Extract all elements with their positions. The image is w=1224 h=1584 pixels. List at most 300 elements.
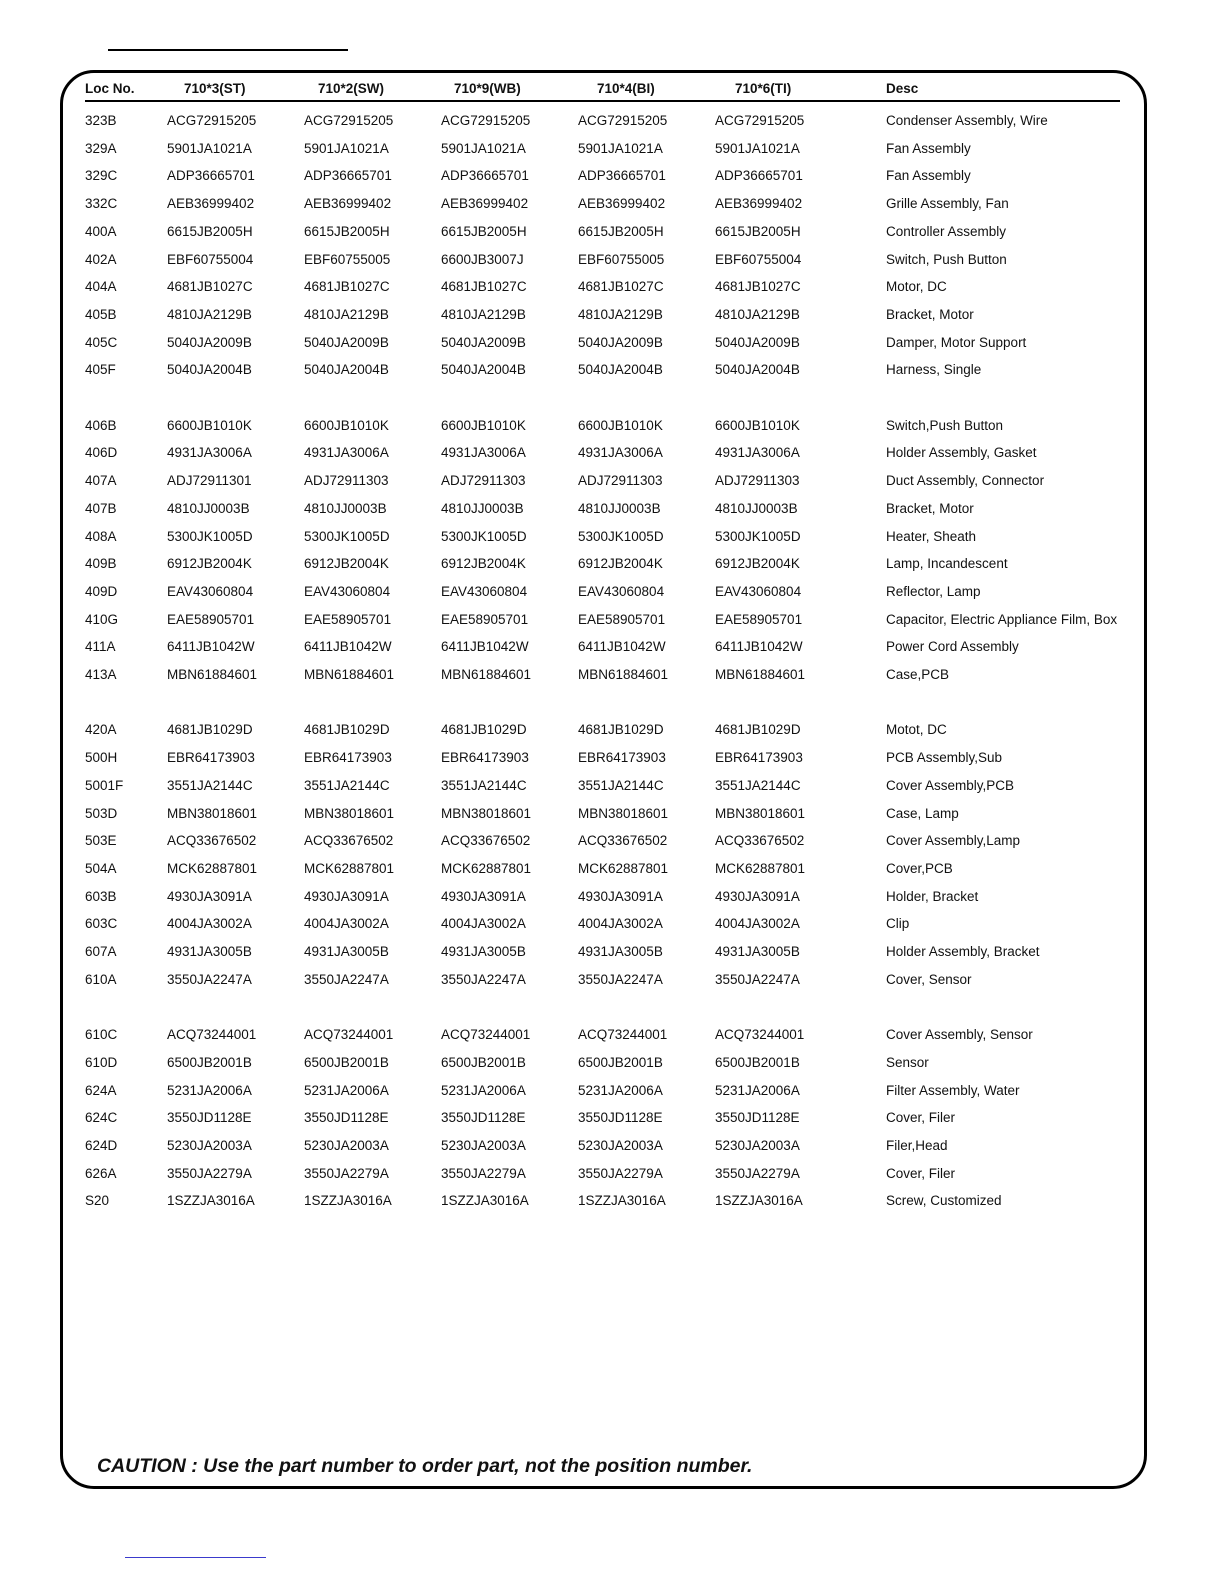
table-row xyxy=(0,831,1224,851)
cell-loc: 607A xyxy=(85,944,117,959)
table-row xyxy=(0,471,1224,491)
cell-model-ti: 3550JD1128E xyxy=(715,1110,800,1126)
cell-loc: 405F xyxy=(85,362,116,378)
cell-desc: Harness, Single xyxy=(886,362,982,378)
header-model-wb: 710*9(WB) xyxy=(454,81,521,96)
cell-model-bi: ADJ72911303 xyxy=(578,473,663,489)
cell-model-bi: MBN38018601 xyxy=(578,805,669,821)
cell-model-wb: EAE58905701 xyxy=(441,611,529,627)
cell-model-ti: ACG72915205 xyxy=(715,113,805,128)
cell-loc: 406D xyxy=(85,445,118,461)
table-row xyxy=(0,1053,1224,1073)
cell-model-bi: 4931JA3006A xyxy=(578,445,663,461)
cell-loc: 332C xyxy=(85,196,118,212)
cell-model-bi: 4681JB1027C xyxy=(578,279,664,295)
table-row xyxy=(0,748,1224,768)
cell-model-ti: 3550JA2279A xyxy=(715,1165,800,1181)
cell-model-sw: 4930JA3091A xyxy=(304,888,389,904)
cell-model-sw: 5040JA2004B xyxy=(304,362,389,378)
cell-model-st: 5230JA2003A xyxy=(167,1137,252,1153)
cell-desc: Case,PCB xyxy=(886,667,950,682)
cell-model-sw: 4810JJ0003B xyxy=(304,500,387,516)
cell-model-wb: 3550JA2279A xyxy=(441,1165,526,1181)
cell-model-sw: 6615JB2005H xyxy=(304,223,390,239)
cell-model-ti: ACQ73244001 xyxy=(715,1027,805,1043)
cell-model-st: ADP36665701 xyxy=(167,168,255,184)
table-row xyxy=(0,1081,1224,1101)
cell-model-sw: 5040JA2009B xyxy=(304,334,389,350)
cell-model-wb: 3550JA2247A xyxy=(441,971,526,987)
cell-loc: 323B xyxy=(85,113,117,128)
cell-model-ti: 4931JA3005B xyxy=(715,944,800,959)
cell-model-st: 4931JA3005B xyxy=(167,944,252,959)
table-row xyxy=(0,887,1224,907)
table-row xyxy=(0,665,1224,685)
table-row xyxy=(0,776,1224,796)
cell-model-bi: 4810JJ0003B xyxy=(578,500,661,516)
cell-model-sw: 6600JB1010K xyxy=(304,417,389,433)
cell-model-sw: 3550JD1128E xyxy=(304,1110,389,1126)
cell-model-ti: 3551JA2144C xyxy=(715,777,801,793)
cell-model-ti: 6411JB1042W xyxy=(715,639,803,655)
cell-model-wb: MBN61884601 xyxy=(441,667,532,682)
table-row xyxy=(0,582,1224,602)
cell-loc: 400A xyxy=(85,223,117,239)
table-row xyxy=(0,914,1224,934)
cell-model-ti: 1SZZJA3016A xyxy=(715,1193,803,1209)
cell-model-st: 5040JA2009B xyxy=(167,334,252,350)
cell-desc: Cover Assembly,Lamp xyxy=(886,833,1021,849)
cell-model-sw: 5230JA2003A xyxy=(304,1137,389,1153)
cell-loc: 405B xyxy=(85,306,117,322)
cell-model-sw: 6411JB1042W xyxy=(304,639,392,655)
cell-model-sw: 4931JA3005B xyxy=(304,944,389,959)
cell-model-bi: 3551JA2144C xyxy=(578,777,664,793)
cell-desc: Bracket, Motor xyxy=(886,306,974,322)
cell-model-wb: 5300JK1005D xyxy=(441,528,527,544)
cell-model-wb: 4004JA3002A xyxy=(441,916,526,932)
table-row xyxy=(0,554,1224,574)
cell-desc: Holder Assembly, Gasket xyxy=(886,445,1037,461)
cell-loc: 404A xyxy=(85,279,117,295)
table-row xyxy=(0,1136,1224,1156)
cell-model-wb: 4810JJ0003B xyxy=(441,500,524,516)
cell-model-st: 3550JA2247A xyxy=(167,971,252,987)
cell-model-ti: 5040JA2009B xyxy=(715,334,800,350)
cell-loc: 610C xyxy=(85,1027,118,1043)
cell-model-sw: 5231JA2006A xyxy=(304,1082,389,1098)
table-row xyxy=(0,111,1224,131)
cell-model-st: EAE58905701 xyxy=(167,611,255,627)
cell-loc: 407A xyxy=(85,473,117,489)
cell-model-sw: 4810JA2129B xyxy=(304,306,389,322)
cell-model-wb: 6912JB2004K xyxy=(441,556,526,572)
cell-loc: 624C xyxy=(85,1110,118,1126)
cell-model-st: 6615JB2005H xyxy=(167,223,253,239)
cell-model-sw: 6500JB2001B xyxy=(304,1054,389,1070)
cell-loc: 413A xyxy=(85,667,117,682)
cell-model-ti: AEB36999402 xyxy=(715,196,803,212)
cell-model-st: 5231JA2006A xyxy=(167,1082,252,1098)
cell-model-sw: 5300JK1005D xyxy=(304,528,390,544)
cell-model-st: 4810JA2129B xyxy=(167,306,252,322)
cell-loc: 624D xyxy=(85,1137,118,1153)
cell-desc: Fan Assembly xyxy=(886,140,971,156)
cell-desc: Capacitor, Electric Appliance Film, Box xyxy=(886,611,1118,627)
cell-loc: 329C xyxy=(85,168,118,184)
cell-model-bi: 6912JB2004K xyxy=(578,556,663,572)
cell-desc: Motot, DC xyxy=(886,722,947,738)
cell-desc: Filer,Head xyxy=(886,1137,948,1153)
cell-model-sw: 3550JA2247A xyxy=(304,971,389,987)
cell-model-bi: ACQ73244001 xyxy=(578,1027,668,1043)
cell-desc: Holder Assembly, Bracket xyxy=(886,944,1040,959)
header-model-ti: 710*6(TI) xyxy=(735,81,792,96)
cell-model-wb: 4681JB1027C xyxy=(441,279,527,295)
cell-model-wb: 4930JA3091A xyxy=(441,888,526,904)
cell-model-sw: ACQ73244001 xyxy=(304,1027,394,1043)
cell-model-bi: 4681JB1029D xyxy=(578,722,664,738)
cell-model-ti: EBF60755004 xyxy=(715,251,802,267)
cell-model-bi: EAE58905701 xyxy=(578,611,666,627)
table-row xyxy=(0,942,1224,962)
cell-model-st: 4004JA3002A xyxy=(167,916,252,932)
cell-model-bi: 5231JA2006A xyxy=(578,1082,663,1098)
cell-model-st: ADJ72911301 xyxy=(167,473,252,489)
table-row xyxy=(0,610,1224,630)
header-model-st: 710*3(ST) xyxy=(184,81,246,96)
cell-model-bi: 6500JB2001B xyxy=(578,1054,663,1070)
cell-model-ti: MBN61884601 xyxy=(715,667,806,682)
cell-desc: Damper, Motor Support xyxy=(886,334,1027,350)
table-row xyxy=(0,250,1224,270)
table-row xyxy=(0,360,1224,380)
cell-model-ti: 5901JA1021A xyxy=(715,140,800,156)
cell-desc: Controller Assembly xyxy=(886,223,1007,239)
cell-model-ti: EBR64173903 xyxy=(715,750,803,766)
cell-loc: 410G xyxy=(85,611,119,627)
cell-model-ti: 5230JA2003A xyxy=(715,1137,800,1153)
cell-model-wb: 6615JB2005H xyxy=(441,223,527,239)
table-row xyxy=(0,1108,1224,1128)
cell-model-sw: 5901JA1021A xyxy=(304,140,389,156)
cell-model-ti: 6615JB2005H xyxy=(715,223,801,239)
cell-desc: Power Cord Assembly xyxy=(886,639,1019,655)
table-row xyxy=(0,416,1224,436)
cell-desc: Switch,Push Button xyxy=(886,417,1004,433)
cell-loc: 503E xyxy=(85,833,117,849)
cell-model-st: 4930JA3091A xyxy=(167,888,252,904)
cell-model-bi: 3550JD1128E xyxy=(578,1110,663,1126)
table-header xyxy=(0,79,1224,99)
cell-model-sw: ACG72915205 xyxy=(304,113,394,128)
cell-model-wb: 4810JA2129B xyxy=(441,306,526,322)
cell-model-sw: ADP36665701 xyxy=(304,168,392,184)
cell-model-wb: 5901JA1021A xyxy=(441,140,526,156)
cell-model-st: 4681JB1027C xyxy=(167,279,253,295)
cell-model-st: 1SZZJA3016A xyxy=(167,1193,255,1209)
cell-model-st: 4681JB1029D xyxy=(167,722,253,738)
cell-model-bi: MBN61884601 xyxy=(578,667,669,682)
cell-desc: Cover, Filer xyxy=(886,1110,956,1126)
cell-loc: 405C xyxy=(85,334,118,350)
cell-desc: Fan Assembly xyxy=(886,168,971,184)
cell-model-bi: 4004JA3002A xyxy=(578,916,663,932)
cell-model-wb: 1SZZJA3016A xyxy=(441,1193,529,1209)
cell-model-bi: ACG72915205 xyxy=(578,113,668,128)
header-divider xyxy=(85,100,1120,102)
cell-model-wb: EAV43060804 xyxy=(441,583,528,599)
cell-model-wb: MCK62887801 xyxy=(441,860,532,876)
cell-model-wb: ADJ72911303 xyxy=(441,473,526,489)
cell-model-wb: 4931JA3005B xyxy=(441,944,526,959)
cell-model-bi: MCK62887801 xyxy=(578,860,669,876)
cell-desc: Reflector, Lamp xyxy=(886,583,981,599)
cell-model-st: EBR64173903 xyxy=(167,750,255,766)
cell-model-wb: 3551JA2144C xyxy=(441,777,527,793)
cell-model-sw: MBN61884601 xyxy=(304,667,395,682)
cell-model-wb: 5040JA2009B xyxy=(441,334,526,350)
cell-model-sw: ADJ72911303 xyxy=(304,473,389,489)
table-row xyxy=(0,333,1224,353)
cell-model-bi: 3550JA2247A xyxy=(578,971,663,987)
cell-model-ti: 5231JA2006A xyxy=(715,1082,800,1098)
table-row xyxy=(0,139,1224,159)
cell-model-st: ACG72915205 xyxy=(167,113,257,128)
table-row xyxy=(0,527,1224,547)
cell-model-sw: 3551JA2144C xyxy=(304,777,390,793)
cell-model-bi: 5300JK1005D xyxy=(578,528,664,544)
cell-model-st: ACQ73244001 xyxy=(167,1027,257,1043)
cell-model-wb: 5230JA2003A xyxy=(441,1137,526,1153)
cell-model-wb: ACQ73244001 xyxy=(441,1027,531,1043)
cell-model-wb: 6500JB2001B xyxy=(441,1054,526,1070)
cell-loc: 500H xyxy=(85,750,118,766)
cell-model-wb: 5231JA2006A xyxy=(441,1082,526,1098)
cell-model-st: ACQ33676502 xyxy=(167,833,257,849)
cell-model-bi: 5230JA2003A xyxy=(578,1137,663,1153)
cell-model-wb: MBN38018601 xyxy=(441,805,532,821)
table-row xyxy=(0,222,1224,242)
cell-desc: Cover, Sensor xyxy=(886,971,972,987)
cell-model-st: 6500JB2001B xyxy=(167,1054,252,1070)
cell-model-st: 4931JA3006A xyxy=(167,445,252,461)
cell-loc: 329A xyxy=(85,140,117,156)
cell-desc: Clip xyxy=(886,916,910,932)
cell-model-wb: 6411JB1042W xyxy=(441,639,529,655)
cell-model-bi: EAV43060804 xyxy=(578,583,665,599)
cell-model-st: AEB36999402 xyxy=(167,196,255,212)
cell-model-ti: MCK62887801 xyxy=(715,860,806,876)
cell-model-st: 5040JA2004B xyxy=(167,362,252,378)
cell-model-sw: EBF60755005 xyxy=(304,251,391,267)
cell-loc: 408A xyxy=(85,528,117,544)
cell-desc: Duct Assembly, Connector xyxy=(886,473,1045,489)
table-row xyxy=(0,277,1224,297)
cell-model-wb: 4931JA3006A xyxy=(441,445,526,461)
header-model-sw: 710*2(SW) xyxy=(318,81,385,96)
cell-model-sw: ACQ33676502 xyxy=(304,833,394,849)
cell-model-bi: ADP36665701 xyxy=(578,168,666,184)
cell-loc: 407B xyxy=(85,500,117,516)
cell-model-wb: 6600JB3007J xyxy=(441,251,524,267)
cell-model-ti: EAV43060804 xyxy=(715,583,802,599)
cell-model-sw: MBN38018601 xyxy=(304,805,395,821)
cell-model-ti: 4931JA3006A xyxy=(715,445,800,461)
cell-model-sw: EBR64173903 xyxy=(304,750,392,766)
cell-model-wb: AEB36999402 xyxy=(441,196,529,212)
cell-desc: Sensor xyxy=(886,1054,929,1070)
cell-model-wb: 5040JA2004B xyxy=(441,362,526,378)
cell-desc: Cover Assembly,PCB xyxy=(886,777,1015,793)
cell-desc: Cover,PCB xyxy=(886,860,953,876)
cell-model-sw: 6912JB2004K xyxy=(304,556,389,572)
cell-model-bi: 5901JA1021A xyxy=(578,140,663,156)
cell-model-ti: 4810JA2129B xyxy=(715,306,800,322)
cell-model-st: 6600JB1010K xyxy=(167,417,252,433)
cell-model-sw: AEB36999402 xyxy=(304,196,392,212)
cell-model-st: EAV43060804 xyxy=(167,583,254,599)
cell-model-ti: 4681JB1029D xyxy=(715,722,801,738)
cell-loc: 503D xyxy=(85,805,118,821)
cell-model-bi: ACQ33676502 xyxy=(578,833,668,849)
cell-model-ti: 6500JB2001B xyxy=(715,1054,800,1070)
cell-model-ti: EAE58905701 xyxy=(715,611,803,627)
cell-model-wb: ACQ33676502 xyxy=(441,833,531,849)
cell-loc: 409D xyxy=(85,583,118,599)
cell-model-wb: 4681JB1029D xyxy=(441,722,527,738)
table-row xyxy=(0,305,1224,325)
table-row xyxy=(0,1191,1224,1211)
cell-desc: Motor, DC xyxy=(886,279,947,295)
table-row xyxy=(0,166,1224,186)
cell-loc: 626A xyxy=(85,1165,117,1181)
cell-model-st: MBN38018601 xyxy=(167,805,258,821)
cell-model-bi: 6411JB1042W xyxy=(578,639,666,655)
cell-model-ti: 4681JB1027C xyxy=(715,279,801,295)
cell-model-wb: 3550JD1128E xyxy=(441,1110,526,1126)
cell-model-bi: 4931JA3005B xyxy=(578,944,663,959)
cell-model-bi: 3550JA2279A xyxy=(578,1165,663,1181)
cell-model-bi: 6615JB2005H xyxy=(578,223,664,239)
cell-model-bi: 1SZZJA3016A xyxy=(578,1193,666,1209)
table-row xyxy=(0,194,1224,214)
cell-model-sw: 4004JA3002A xyxy=(304,916,389,932)
cell-model-bi: EBF60755005 xyxy=(578,251,665,267)
table-row xyxy=(0,443,1224,463)
caution-note: CAUTION : Use the part number to order part, not the position number. xyxy=(97,1455,753,1477)
cell-model-st: 4810JJ0003B xyxy=(167,500,250,516)
cell-model-ti: 6912JB2004K xyxy=(715,556,800,572)
cell-loc: S20 xyxy=(85,1193,110,1209)
cell-model-ti: 4004JA3002A xyxy=(715,916,800,932)
cell-loc: 420A xyxy=(85,722,117,738)
cell-model-ti: 4930JA3091A xyxy=(715,888,800,904)
cell-model-sw: 1SZZJA3016A xyxy=(304,1193,392,1209)
cell-loc: 406B xyxy=(85,417,117,433)
cell-model-wb: EBR64173903 xyxy=(441,750,529,766)
cell-desc: Switch, Push Button xyxy=(886,251,1007,267)
cell-model-bi: 6600JB1010K xyxy=(578,417,663,433)
table-row xyxy=(0,859,1224,879)
cell-model-sw: 4681JB1027C xyxy=(304,279,390,295)
cell-model-bi: 5040JA2004B xyxy=(578,362,663,378)
cell-loc: 603C xyxy=(85,916,118,932)
cell-model-st: 6912JB2004K xyxy=(167,556,252,572)
cell-loc: 5001F xyxy=(85,777,124,793)
cell-model-st: 5901JA1021A xyxy=(167,140,252,156)
cell-desc: Condenser Assembly, Wire xyxy=(886,113,1048,128)
cell-model-st: 3551JA2144C xyxy=(167,777,253,793)
cell-model-bi: 4930JA3091A xyxy=(578,888,663,904)
cell-model-ti: ADJ72911303 xyxy=(715,473,800,489)
cell-loc: 409B xyxy=(85,556,117,572)
cell-model-ti: 6600JB1010K xyxy=(715,417,800,433)
cell-loc: 411A xyxy=(85,639,116,655)
top-rule xyxy=(108,49,348,51)
cell-model-ti: 4810JJ0003B xyxy=(715,500,798,516)
cell-model-bi: AEB36999402 xyxy=(578,196,666,212)
cell-model-sw: EAV43060804 xyxy=(304,583,391,599)
table-row xyxy=(0,499,1224,519)
table-row xyxy=(0,720,1224,740)
cell-desc: Heater, Sheath xyxy=(886,528,977,544)
cell-model-wb: ADP36665701 xyxy=(441,168,529,184)
cell-model-ti: ACQ33676502 xyxy=(715,833,805,849)
cell-model-ti: 3550JA2247A xyxy=(715,971,800,987)
cell-model-wb: ACG72915205 xyxy=(441,113,531,128)
cell-desc: Holder, Bracket xyxy=(886,888,979,904)
cell-model-st: 3550JD1128E xyxy=(167,1110,252,1126)
cell-desc: Lamp, Incandescent xyxy=(886,556,1008,572)
cell-model-bi: 5040JA2009B xyxy=(578,334,663,350)
cell-desc: Cover Assembly, Sensor xyxy=(886,1027,1033,1043)
cell-model-bi: EBR64173903 xyxy=(578,750,666,766)
cell-model-st: EBF60755004 xyxy=(167,251,254,267)
cell-loc: 504A xyxy=(85,860,117,876)
table-row xyxy=(0,970,1224,990)
cell-loc: 603B xyxy=(85,888,117,904)
cell-model-st: 5300JK1005D xyxy=(167,528,253,544)
cell-model-sw: EAE58905701 xyxy=(304,611,392,627)
cell-desc: PCB Assembly,Sub xyxy=(886,750,1003,766)
table-row xyxy=(0,1025,1224,1045)
cell-loc: 624A xyxy=(85,1082,117,1098)
cell-model-sw: 3550JA2279A xyxy=(304,1165,389,1181)
cell-loc: 402A xyxy=(85,251,117,267)
header-model-bi: 710*4(BI) xyxy=(597,81,655,96)
cell-model-sw: 4931JA3006A xyxy=(304,445,389,461)
cell-desc: Screw, Customized xyxy=(886,1193,1002,1209)
cell-model-wb: 6600JB1010K xyxy=(441,417,526,433)
cell-model-st: 3550JA2279A xyxy=(167,1165,252,1181)
cell-desc: Filter Assembly, Water xyxy=(886,1082,1020,1098)
header-loc: Loc No. xyxy=(85,81,135,96)
table-row xyxy=(0,637,1224,657)
cell-model-st: MBN61884601 xyxy=(167,667,258,682)
cell-model-sw: MCK62887801 xyxy=(304,860,395,876)
table-row xyxy=(0,1164,1224,1184)
cell-desc: Grille Assembly, Fan xyxy=(886,196,1009,212)
cell-model-ti: 5040JA2004B xyxy=(715,362,800,378)
cell-model-st: 6411JB1042W xyxy=(167,639,255,655)
cell-desc: Cover, Filer xyxy=(886,1165,956,1181)
cell-model-sw: 4681JB1029D xyxy=(304,722,390,738)
cell-model-ti: ADP36665701 xyxy=(715,168,803,184)
cell-model-st: MCK62887801 xyxy=(167,860,258,876)
header-desc: Desc xyxy=(886,81,919,96)
cell-desc: Case, Lamp xyxy=(886,805,959,821)
